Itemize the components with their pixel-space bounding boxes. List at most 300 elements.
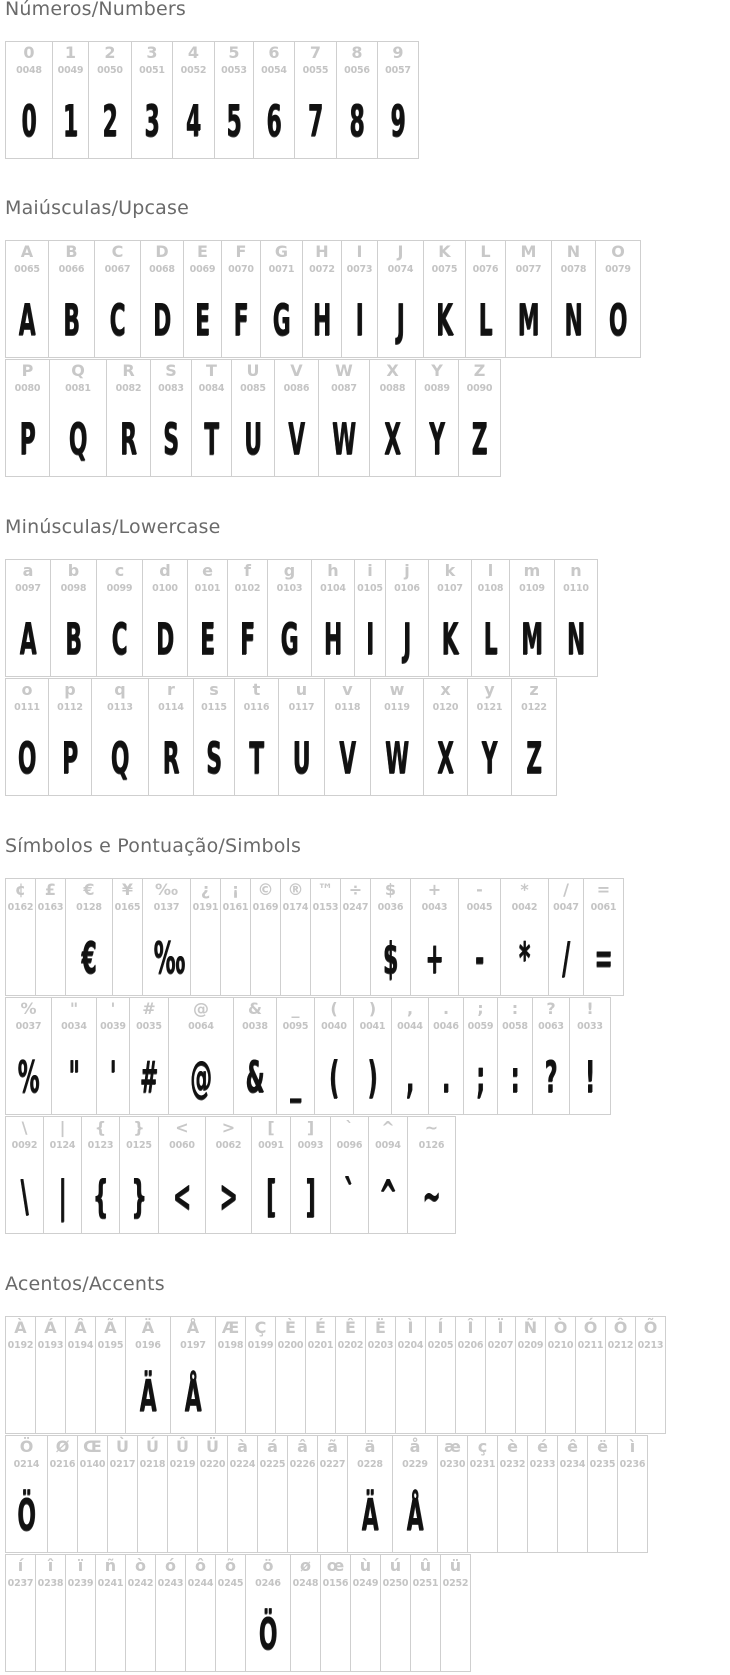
glyph-cell	[65, 1554, 96, 1672]
character-code: 0099	[106, 583, 133, 594]
glyph-cell	[317, 1435, 348, 1553]
character-code: 0088	[379, 383, 406, 394]
glyph-cell	[370, 678, 424, 796]
glyph-cell	[465, 240, 506, 358]
glyph-cell	[505, 240, 552, 358]
character-label: d	[159, 561, 171, 580]
glyph-cell	[227, 1435, 258, 1553]
character-code: 0038	[242, 1021, 268, 1032]
glyph-preview: _	[290, 1052, 301, 1103]
glyph-cell	[305, 1316, 336, 1434]
glyph-cell	[5, 41, 53, 159]
glyph-cell	[545, 1316, 576, 1434]
character-code: 0251	[412, 1578, 439, 1589]
glyph-preview: F	[240, 614, 255, 665]
glyph-preview: Q	[110, 733, 130, 784]
character-code: 0070	[228, 264, 254, 275]
glyph-preview: -	[474, 933, 485, 984]
character-code: 0048	[16, 65, 42, 76]
glyph-cell	[276, 997, 315, 1115]
character-label: Z	[473, 361, 486, 380]
character-code: 0248	[292, 1578, 319, 1589]
character-label: (	[330, 999, 338, 1018]
glyph-cell	[170, 1316, 216, 1434]
character-code: 0217	[109, 1459, 136, 1470]
character-code: 0235	[589, 1459, 616, 1470]
character-code: 0057	[385, 65, 411, 76]
character-code: 0058	[502, 1021, 528, 1032]
character-label: n	[570, 561, 582, 580]
glyph-cell	[95, 1316, 126, 1434]
character-label: J	[397, 242, 404, 261]
glyph-cell	[150, 359, 192, 477]
glyph-cell	[214, 41, 254, 159]
glyph-preview: &	[245, 1052, 265, 1103]
character-label: X	[386, 361, 399, 380]
character-code: 0232	[499, 1459, 526, 1470]
glyph-cell	[137, 1435, 168, 1553]
character-label: Œ	[83, 1437, 102, 1456]
glyph-cell	[509, 559, 555, 677]
character-code: 0093	[297, 1140, 324, 1151]
glyph-cell	[290, 1116, 331, 1234]
character-code: 0220	[199, 1459, 226, 1470]
character-code: 0140	[79, 1459, 106, 1470]
character-code: 0039	[100, 1021, 126, 1032]
character-code: 0114	[158, 702, 184, 713]
character-label: Ø	[55, 1437, 70, 1456]
character-code: 0128	[76, 902, 102, 913]
character-label: M	[520, 242, 537, 261]
glyph-cell	[275, 1316, 306, 1434]
character-code: 0198	[217, 1340, 244, 1351]
glyph-cell	[423, 240, 466, 358]
character-code: 0205	[427, 1340, 454, 1351]
character-label: Ö	[19, 1437, 34, 1456]
glyph-cell	[407, 1116, 456, 1234]
character-code: 0097	[15, 583, 41, 594]
glyph-preview: <	[172, 1171, 192, 1222]
glyph-cell	[142, 559, 188, 677]
glyph-cell	[335, 1316, 366, 1434]
character-code: 0196	[135, 1340, 161, 1351]
character-code: 0209	[517, 1340, 544, 1351]
character-code: 0226	[289, 1459, 316, 1470]
character-code: 0225	[259, 1459, 286, 1470]
character-code: 0066	[58, 264, 85, 275]
character-label: G	[274, 242, 289, 261]
glyph-preview: `	[344, 1171, 355, 1222]
glyph-row	[5, 1116, 455, 1234]
character-label: í	[17, 1556, 24, 1575]
character-label: A	[20, 242, 34, 261]
character-code: 0053	[221, 65, 247, 76]
character-label: ô	[195, 1556, 206, 1575]
character-label: L	[480, 242, 491, 261]
glyph-cell	[131, 41, 173, 159]
character-label: ‰	[154, 880, 179, 899]
character-code: 0115	[201, 702, 227, 713]
character-label: Y	[431, 361, 443, 380]
glyph-preview: 6	[266, 96, 282, 147]
character-label: -	[476, 880, 483, 899]
glyph-preview: 5	[226, 96, 242, 147]
glyph-preview: Y	[429, 414, 445, 465]
glyph-preview: Å	[184, 1371, 202, 1422]
glyph-cell	[129, 997, 169, 1115]
glyph-cell	[395, 1316, 426, 1434]
glyph-preview: V	[339, 733, 356, 784]
character-label: V	[290, 361, 303, 380]
glyph-preview: .	[441, 1052, 451, 1103]
character-code: 0219	[169, 1459, 196, 1470]
glyph-preview: M	[517, 295, 540, 346]
character-label: @	[193, 999, 209, 1018]
glyph-cell	[168, 997, 234, 1115]
character-code: 0106	[394, 583, 420, 594]
glyph-cell	[340, 878, 371, 996]
character-label: ]	[306, 1118, 315, 1137]
glyph-cell	[81, 1116, 120, 1234]
section-title: Símbolos e Pontuação/Simbols	[5, 835, 302, 857]
glyph-row	[5, 878, 623, 996]
glyph-preview: 9	[390, 96, 406, 147]
character-label: z	[529, 680, 539, 699]
glyph-preview: '	[109, 1052, 117, 1103]
glyph-cell	[119, 1116, 159, 1234]
character-label: Ù	[116, 1437, 129, 1456]
glyph-preview: N	[564, 295, 583, 346]
glyph-preview: H	[323, 614, 343, 665]
glyph-cell	[5, 1116, 44, 1234]
character-code: 0199	[247, 1340, 274, 1351]
character-code: 0068	[149, 264, 175, 275]
character-label: ÷	[348, 880, 363, 899]
glyph-cell	[167, 1435, 198, 1553]
character-label: î	[47, 1556, 54, 1575]
character-label: k	[444, 561, 456, 580]
character-code: 0083	[158, 383, 184, 394]
glyph-preview: D	[152, 295, 172, 346]
glyph-preview: D	[155, 614, 175, 665]
character-code: 0060	[169, 1140, 195, 1151]
character-label: c	[114, 561, 125, 580]
glyph-preview: B	[63, 295, 80, 346]
character-code: 0245	[217, 1578, 244, 1589]
character-code: 0116	[243, 702, 270, 713]
character-code: 0218	[139, 1459, 166, 1470]
character-code: 0079	[605, 264, 631, 275]
glyph-cell	[605, 1316, 636, 1434]
character-label: f	[244, 561, 251, 580]
character-label: {	[94, 1118, 107, 1137]
glyph-cell	[463, 997, 498, 1115]
glyph-cell	[354, 559, 386, 677]
glyph-cell	[425, 1316, 456, 1434]
character-label: }	[133, 1118, 145, 1137]
character-code: 0202	[337, 1340, 364, 1351]
character-code: 0214	[13, 1459, 40, 1470]
glyph-cell	[158, 1116, 206, 1234]
glyph-preview: Q	[68, 414, 88, 465]
character-code: 0084	[198, 383, 225, 394]
glyph-cell	[245, 1316, 276, 1434]
character-label: u	[295, 680, 308, 699]
character-label: e	[202, 561, 213, 580]
glyph-cell	[635, 1316, 666, 1434]
character-label: è	[507, 1437, 518, 1456]
glyph-preview: Å	[406, 1490, 424, 1541]
glyph-cell	[96, 997, 130, 1115]
character-code: 0043	[421, 902, 448, 913]
glyph-cell	[410, 1554, 441, 1672]
glyph-preview: 8	[349, 96, 365, 147]
character-code: 0153	[312, 902, 339, 913]
glyph-preview: I	[355, 295, 364, 346]
glyph-cell	[5, 1554, 36, 1672]
character-code: 0076	[472, 264, 499, 275]
glyph-row	[5, 1554, 470, 1672]
character-label: ^	[381, 1118, 395, 1137]
character-label: 8	[351, 43, 363, 62]
character-label: F	[235, 242, 247, 261]
glyph-cell	[302, 240, 342, 358]
character-code: 0201	[307, 1340, 334, 1351]
character-code: 0062	[215, 1140, 242, 1151]
character-code: 0047	[553, 902, 579, 913]
character-code: 0124	[49, 1140, 76, 1151]
glyph-cell	[5, 1316, 36, 1434]
glyph-preview: ;	[476, 1052, 485, 1103]
character-code: 0234	[559, 1459, 586, 1470]
character-code: 0121	[476, 702, 503, 713]
glyph-preview: W	[331, 414, 357, 465]
character-label: j	[404, 561, 410, 580]
glyph-cell	[458, 359, 501, 477]
glyph-cell	[155, 1554, 186, 1672]
character-code: 0073	[346, 264, 373, 275]
character-label: |	[59, 1118, 66, 1137]
glyph-cell	[106, 359, 151, 477]
character-label: Ç	[254, 1318, 267, 1337]
glyph-cell	[51, 997, 97, 1115]
glyph-cell	[440, 1554, 471, 1672]
character-label: T	[206, 361, 217, 380]
character-code: 0231	[469, 1459, 496, 1470]
character-code: 0110	[563, 583, 589, 594]
character-code: 0113	[107, 702, 133, 713]
character-code: 0229	[402, 1459, 428, 1470]
glyph-cell	[365, 1316, 396, 1434]
character-code: 0065	[14, 264, 40, 275]
glyph-preview: K	[441, 614, 459, 665]
glyph-cell	[485, 1316, 516, 1434]
character-label: ä	[364, 1437, 376, 1456]
character-label: Ä	[141, 1318, 155, 1337]
character-label: 9	[392, 43, 404, 62]
character-label: Ñ	[523, 1318, 538, 1337]
character-code: 0046	[433, 1021, 459, 1032]
glyph-cell	[290, 1554, 321, 1672]
glyph-cell	[515, 1316, 546, 1434]
glyph-preview: U	[292, 733, 311, 784]
character-code: 0103	[276, 583, 303, 594]
character-label: Ê	[345, 1318, 356, 1337]
character-label: ™	[317, 880, 334, 899]
glyph-preview: U	[244, 414, 262, 465]
section-title: Números/Numbers	[5, 0, 186, 20]
glyph-row	[5, 1316, 665, 1434]
glyph-cell	[48, 240, 95, 358]
character-code: 0119	[384, 702, 410, 713]
character-code: 0111	[14, 702, 40, 713]
glyph-preview: (	[329, 1052, 339, 1103]
character-code: 0227	[319, 1459, 346, 1470]
character-label: s	[209, 680, 219, 699]
glyph-cell	[52, 41, 89, 159]
glyph-cell	[391, 997, 429, 1115]
glyph-cell	[274, 359, 319, 477]
glyph-preview: S	[163, 414, 179, 465]
character-label: Ò	[553, 1318, 568, 1337]
glyph-row	[5, 41, 418, 159]
glyph-cell	[77, 1435, 108, 1553]
glyph-row	[5, 678, 556, 796]
character-label: N	[566, 242, 581, 261]
glyph-cell	[471, 559, 510, 677]
character-label: O	[611, 242, 625, 261]
glyph-preview: !	[585, 1052, 595, 1103]
character-label: /	[563, 880, 569, 899]
glyph-cell	[324, 678, 371, 796]
character-code: 0109	[519, 583, 545, 594]
glyph-cell	[233, 997, 277, 1115]
character-label: 5	[228, 43, 240, 62]
character-code: 0059	[467, 1021, 494, 1032]
character-code: 0239	[67, 1578, 94, 1589]
character-code: 0049	[57, 65, 84, 76]
glyph-cell	[294, 41, 337, 159]
character-label: ñ	[104, 1556, 117, 1575]
character-code: 0161	[222, 902, 249, 913]
character-label: À	[14, 1318, 27, 1337]
glyph-cell	[35, 1554, 66, 1672]
glyph-cell	[142, 878, 191, 996]
glyph-cell	[527, 1435, 558, 1553]
character-code: 0054	[261, 65, 287, 76]
character-code: 0087	[331, 383, 357, 394]
character-code: 0137	[153, 902, 180, 913]
character-label: 3	[146, 43, 158, 62]
character-code: 0098	[60, 583, 87, 594]
character-code: 0206	[457, 1340, 484, 1351]
character-label: ~	[424, 1118, 439, 1137]
glyph-preview: W	[384, 733, 410, 784]
glyph-preview: R	[162, 733, 180, 784]
glyph-preview: J	[402, 614, 412, 665]
glyph-cell	[191, 359, 232, 477]
character-code: 0216	[49, 1459, 76, 1470]
glyph-cell	[575, 1316, 606, 1434]
glyph-preview: G	[280, 614, 299, 665]
glyph-cell	[551, 240, 596, 358]
character-label: K	[438, 242, 451, 261]
character-label: á	[267, 1437, 278, 1456]
character-code: 0243	[157, 1578, 184, 1589]
character-code: 0249	[352, 1578, 379, 1589]
glyph-preview: +	[425, 933, 444, 984]
character-code: 0122	[521, 702, 547, 713]
glyph-cell	[336, 41, 378, 159]
character-code: 0230	[439, 1459, 466, 1470]
character-code: 0041	[359, 1021, 386, 1032]
glyph-cell	[65, 1316, 96, 1434]
character-code: 0082	[115, 383, 142, 394]
character-label: Q	[71, 361, 85, 380]
character-label: Î	[467, 1318, 474, 1337]
glyph-cell	[423, 678, 468, 796]
character-label: v	[342, 680, 353, 699]
character-code: 0228	[357, 1459, 383, 1470]
glyph-cell	[377, 41, 419, 159]
glyph-cell	[467, 678, 512, 796]
character-code: 0211	[577, 1340, 604, 1351]
glyph-preview: K	[436, 295, 453, 346]
character-code: 0051	[139, 65, 165, 76]
character-label: l	[487, 561, 494, 580]
character-label: E	[197, 242, 208, 261]
character-code: 0045	[466, 902, 493, 913]
section-title: Acentos/Accents	[5, 1273, 165, 1295]
character-label: ö	[262, 1556, 274, 1575]
glyph-preview: L	[478, 295, 493, 346]
glyph-preview: ?	[544, 1052, 558, 1103]
character-label: H	[315, 242, 329, 261]
glyph-cell	[267, 559, 312, 677]
character-label: ï	[77, 1556, 84, 1575]
glyph-cell	[231, 359, 275, 477]
glyph-preview: B	[65, 614, 82, 665]
character-code: 0191	[192, 902, 219, 913]
glyph-cell	[43, 1116, 82, 1234]
character-label: Ì	[407, 1318, 414, 1337]
character-code: 0102	[234, 583, 261, 594]
glyph-cell	[94, 240, 141, 358]
character-code: 0052	[180, 65, 207, 76]
character-code: 0250	[382, 1578, 409, 1589]
character-label: õ	[225, 1556, 236, 1575]
glyph-preview: }	[131, 1171, 147, 1222]
glyph-cell	[320, 1554, 351, 1672]
glyph-preview: {	[92, 1171, 109, 1222]
character-label: £	[44, 880, 57, 899]
glyph-cell	[467, 1435, 498, 1553]
glyph-cell	[278, 678, 325, 796]
character-label: ã	[327, 1437, 338, 1456]
glyph-cell	[91, 678, 149, 796]
glyph-cell	[437, 1435, 468, 1553]
glyph-cell	[311, 559, 355, 677]
glyph-cell	[500, 878, 549, 996]
glyph-cell	[245, 1554, 291, 1672]
character-code: 0204	[397, 1340, 424, 1351]
glyph-cell	[583, 878, 624, 996]
character-code: 0125	[126, 1140, 152, 1151]
character-label: é	[537, 1437, 548, 1456]
glyph-preview: %	[17, 1052, 40, 1103]
character-label: t	[252, 680, 261, 699]
character-label: ®	[287, 880, 304, 899]
